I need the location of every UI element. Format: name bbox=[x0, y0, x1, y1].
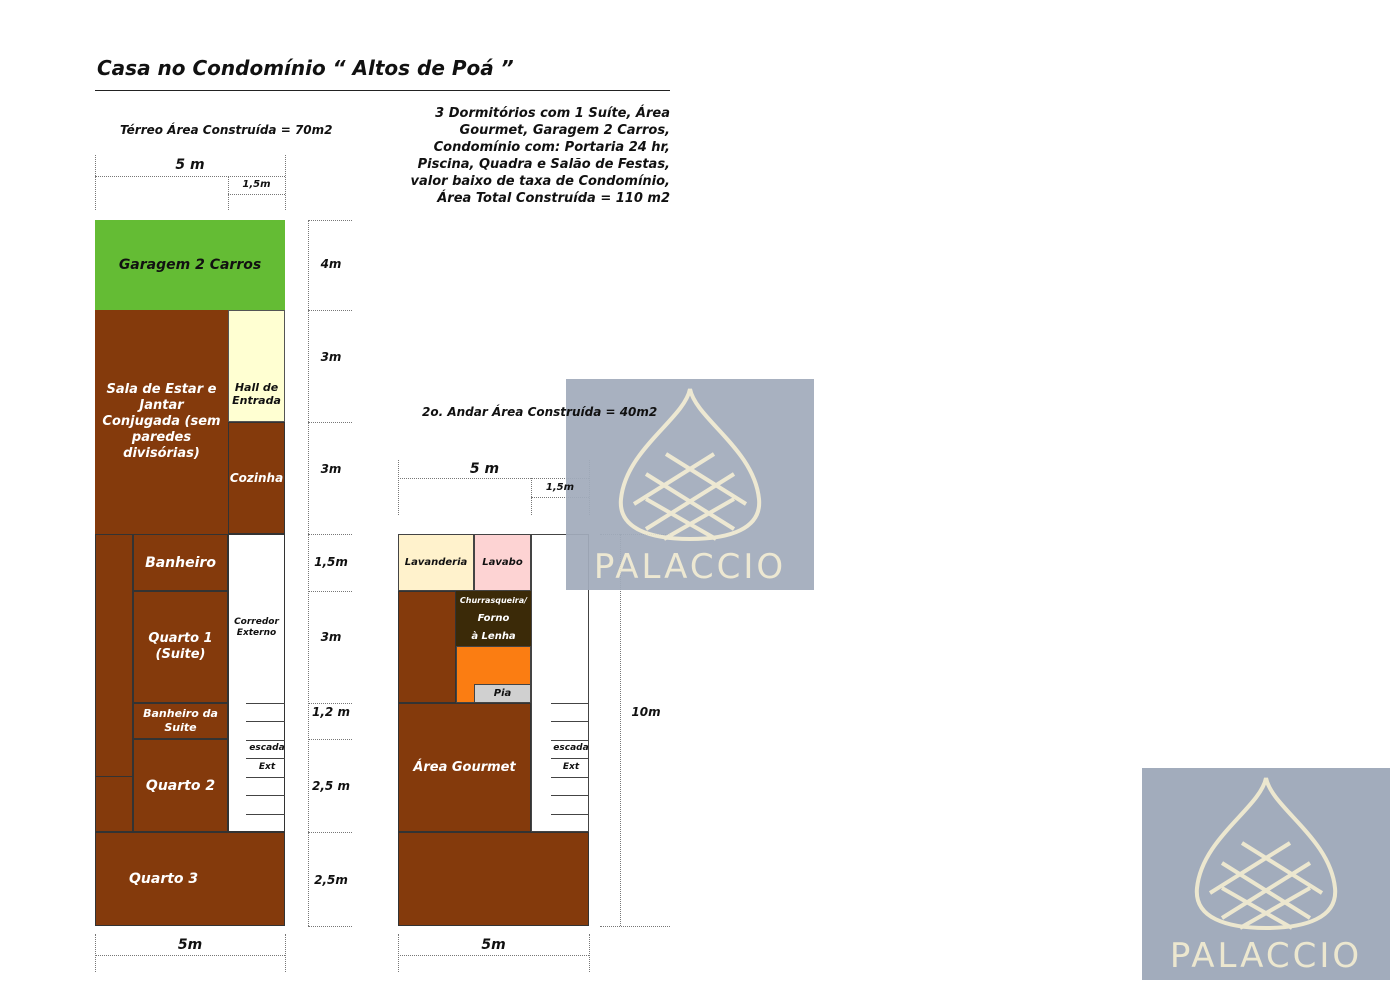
bedroom2 bbox=[133, 739, 228, 832]
watermark-logo-small bbox=[1142, 768, 1390, 980]
stair-step bbox=[246, 740, 285, 741]
dim-line bbox=[95, 176, 285, 177]
garage-label: Garagem 2 Carros bbox=[118, 257, 262, 273]
toilet-label: Lavabo bbox=[482, 557, 523, 568]
watermark-text: PALACCIO bbox=[1169, 936, 1363, 976]
living-room-label: Sala de Estar e Jantar Conjugada (sem paredes divisórias) bbox=[102, 382, 221, 461]
stair-step bbox=[246, 703, 285, 704]
stair-step bbox=[246, 795, 285, 796]
dim-line bbox=[308, 926, 352, 927]
second-total-height: 10m bbox=[631, 705, 661, 719]
ground-width-top: 5 m bbox=[175, 157, 205, 173]
height-dim: 3m bbox=[320, 630, 342, 644]
hall-label: Hall de Entrada bbox=[232, 381, 281, 407]
laundry bbox=[398, 534, 474, 591]
bedroom3 bbox=[95, 832, 285, 926]
gourmet-area bbox=[398, 703, 531, 832]
watermark-text: PALACCIO bbox=[593, 547, 787, 587]
bedroom2-label: Quarto 2 bbox=[145, 777, 216, 794]
second-stairs-label: escada bbox=[553, 743, 589, 753]
second-floor-label: 2o. Andar Área Construída = 40m2 bbox=[422, 405, 658, 419]
dim-line bbox=[285, 934, 286, 972]
corridor-label: Corredor Externo bbox=[234, 617, 279, 638]
bbq bbox=[456, 591, 531, 646]
bbq-label-3: à Lenha bbox=[471, 630, 516, 642]
stair-step bbox=[551, 721, 589, 722]
ground-width-bottom: 5m bbox=[177, 937, 203, 953]
bedroom1-label: Quarto 1 (Suite) bbox=[148, 631, 213, 662]
gourmet-label: Área Gourmet bbox=[413, 760, 516, 775]
suite-bathroom bbox=[133, 703, 228, 739]
ground-stairs-ext-label: Ext bbox=[258, 762, 276, 772]
stair-step bbox=[246, 814, 285, 815]
dim-line bbox=[95, 955, 285, 956]
dim-line bbox=[308, 591, 352, 592]
bedroom3-label: Quarto 3 bbox=[129, 871, 199, 887]
stair-step bbox=[551, 703, 589, 704]
kitchen bbox=[228, 422, 285, 534]
stair-step bbox=[551, 795, 589, 796]
bbq-label-1: Churrasqueira/ bbox=[459, 595, 528, 605]
garage bbox=[95, 220, 285, 310]
height-dim: 2,5m bbox=[314, 873, 348, 887]
second-width-side: 1,5m bbox=[545, 482, 575, 493]
bathroom-label: Banheiro bbox=[145, 554, 216, 571]
living-room bbox=[95, 310, 228, 534]
dim-line bbox=[398, 955, 589, 956]
second-brown-left bbox=[398, 591, 456, 703]
bathroom bbox=[133, 534, 228, 591]
page-title: Casa no Condomínio “ Altos de Poá ” bbox=[97, 56, 514, 80]
height-dim: 3m bbox=[320, 350, 342, 364]
stair-step bbox=[246, 777, 285, 778]
dim-line bbox=[600, 926, 670, 927]
bbq-label-2: Forno bbox=[477, 612, 510, 624]
dim-line bbox=[285, 155, 286, 210]
dim-line bbox=[308, 422, 352, 423]
dim-line bbox=[308, 703, 352, 704]
stair-step bbox=[551, 777, 589, 778]
height-dim: 2,5 m bbox=[312, 779, 350, 793]
suite-bathroom-label: Banheiro da Suite bbox=[143, 707, 218, 734]
stair-step bbox=[551, 758, 589, 759]
height-dim: 1,2 m bbox=[312, 705, 350, 719]
toilet bbox=[474, 534, 531, 591]
second-width-top: 5 m bbox=[469, 461, 500, 477]
dim-line bbox=[308, 220, 352, 221]
dim-line bbox=[308, 739, 352, 740]
stair-step bbox=[551, 814, 589, 815]
dim-line bbox=[398, 478, 589, 479]
description: 3 Dormitórios com 1 Suíte, Área Gourmet, Garagem 2 Carros, Condomínio com: Portaria 24 hr, Piscina, Quadra e Salão de Festas, valor baixo de taxa de Condomínio, Área Total Construída = 110 m2 bbox=[410, 106, 670, 206]
height-dim: 4m bbox=[320, 257, 342, 271]
kitchen-label: Cozinha bbox=[229, 471, 284, 485]
second-bottom bbox=[398, 832, 589, 926]
height-dim: 3m bbox=[320, 462, 342, 476]
sink bbox=[474, 684, 531, 703]
laundry-label: Lavanderia bbox=[404, 557, 468, 568]
corridor bbox=[228, 534, 285, 832]
height-dim: 1,5m bbox=[314, 555, 348, 569]
dim-line bbox=[308, 220, 309, 926]
side-strip-divider bbox=[95, 776, 133, 777]
stair-step bbox=[246, 721, 285, 722]
dim-line bbox=[308, 534, 352, 535]
stair-step bbox=[246, 758, 285, 759]
bedroom1 bbox=[133, 591, 228, 703]
ground-floor-label: Térreo Área Construída = 70m2 bbox=[120, 123, 333, 137]
side-strip bbox=[95, 534, 133, 832]
ground-width-side: 1,5m bbox=[242, 179, 271, 190]
stair-step bbox=[551, 740, 589, 741]
dim-line bbox=[620, 534, 621, 926]
dim-line bbox=[308, 832, 352, 833]
sink-label: Pia bbox=[493, 688, 512, 699]
ground-stairs-label: escada bbox=[249, 743, 285, 753]
second-width-bottom: 5m bbox=[481, 937, 506, 953]
title-underline bbox=[95, 90, 670, 91]
dim-line bbox=[589, 934, 590, 972]
second-stairs-ext-label: Ext bbox=[562, 762, 580, 772]
hall bbox=[228, 310, 285, 422]
dim-line bbox=[308, 310, 352, 311]
dim-line bbox=[228, 194, 285, 195]
